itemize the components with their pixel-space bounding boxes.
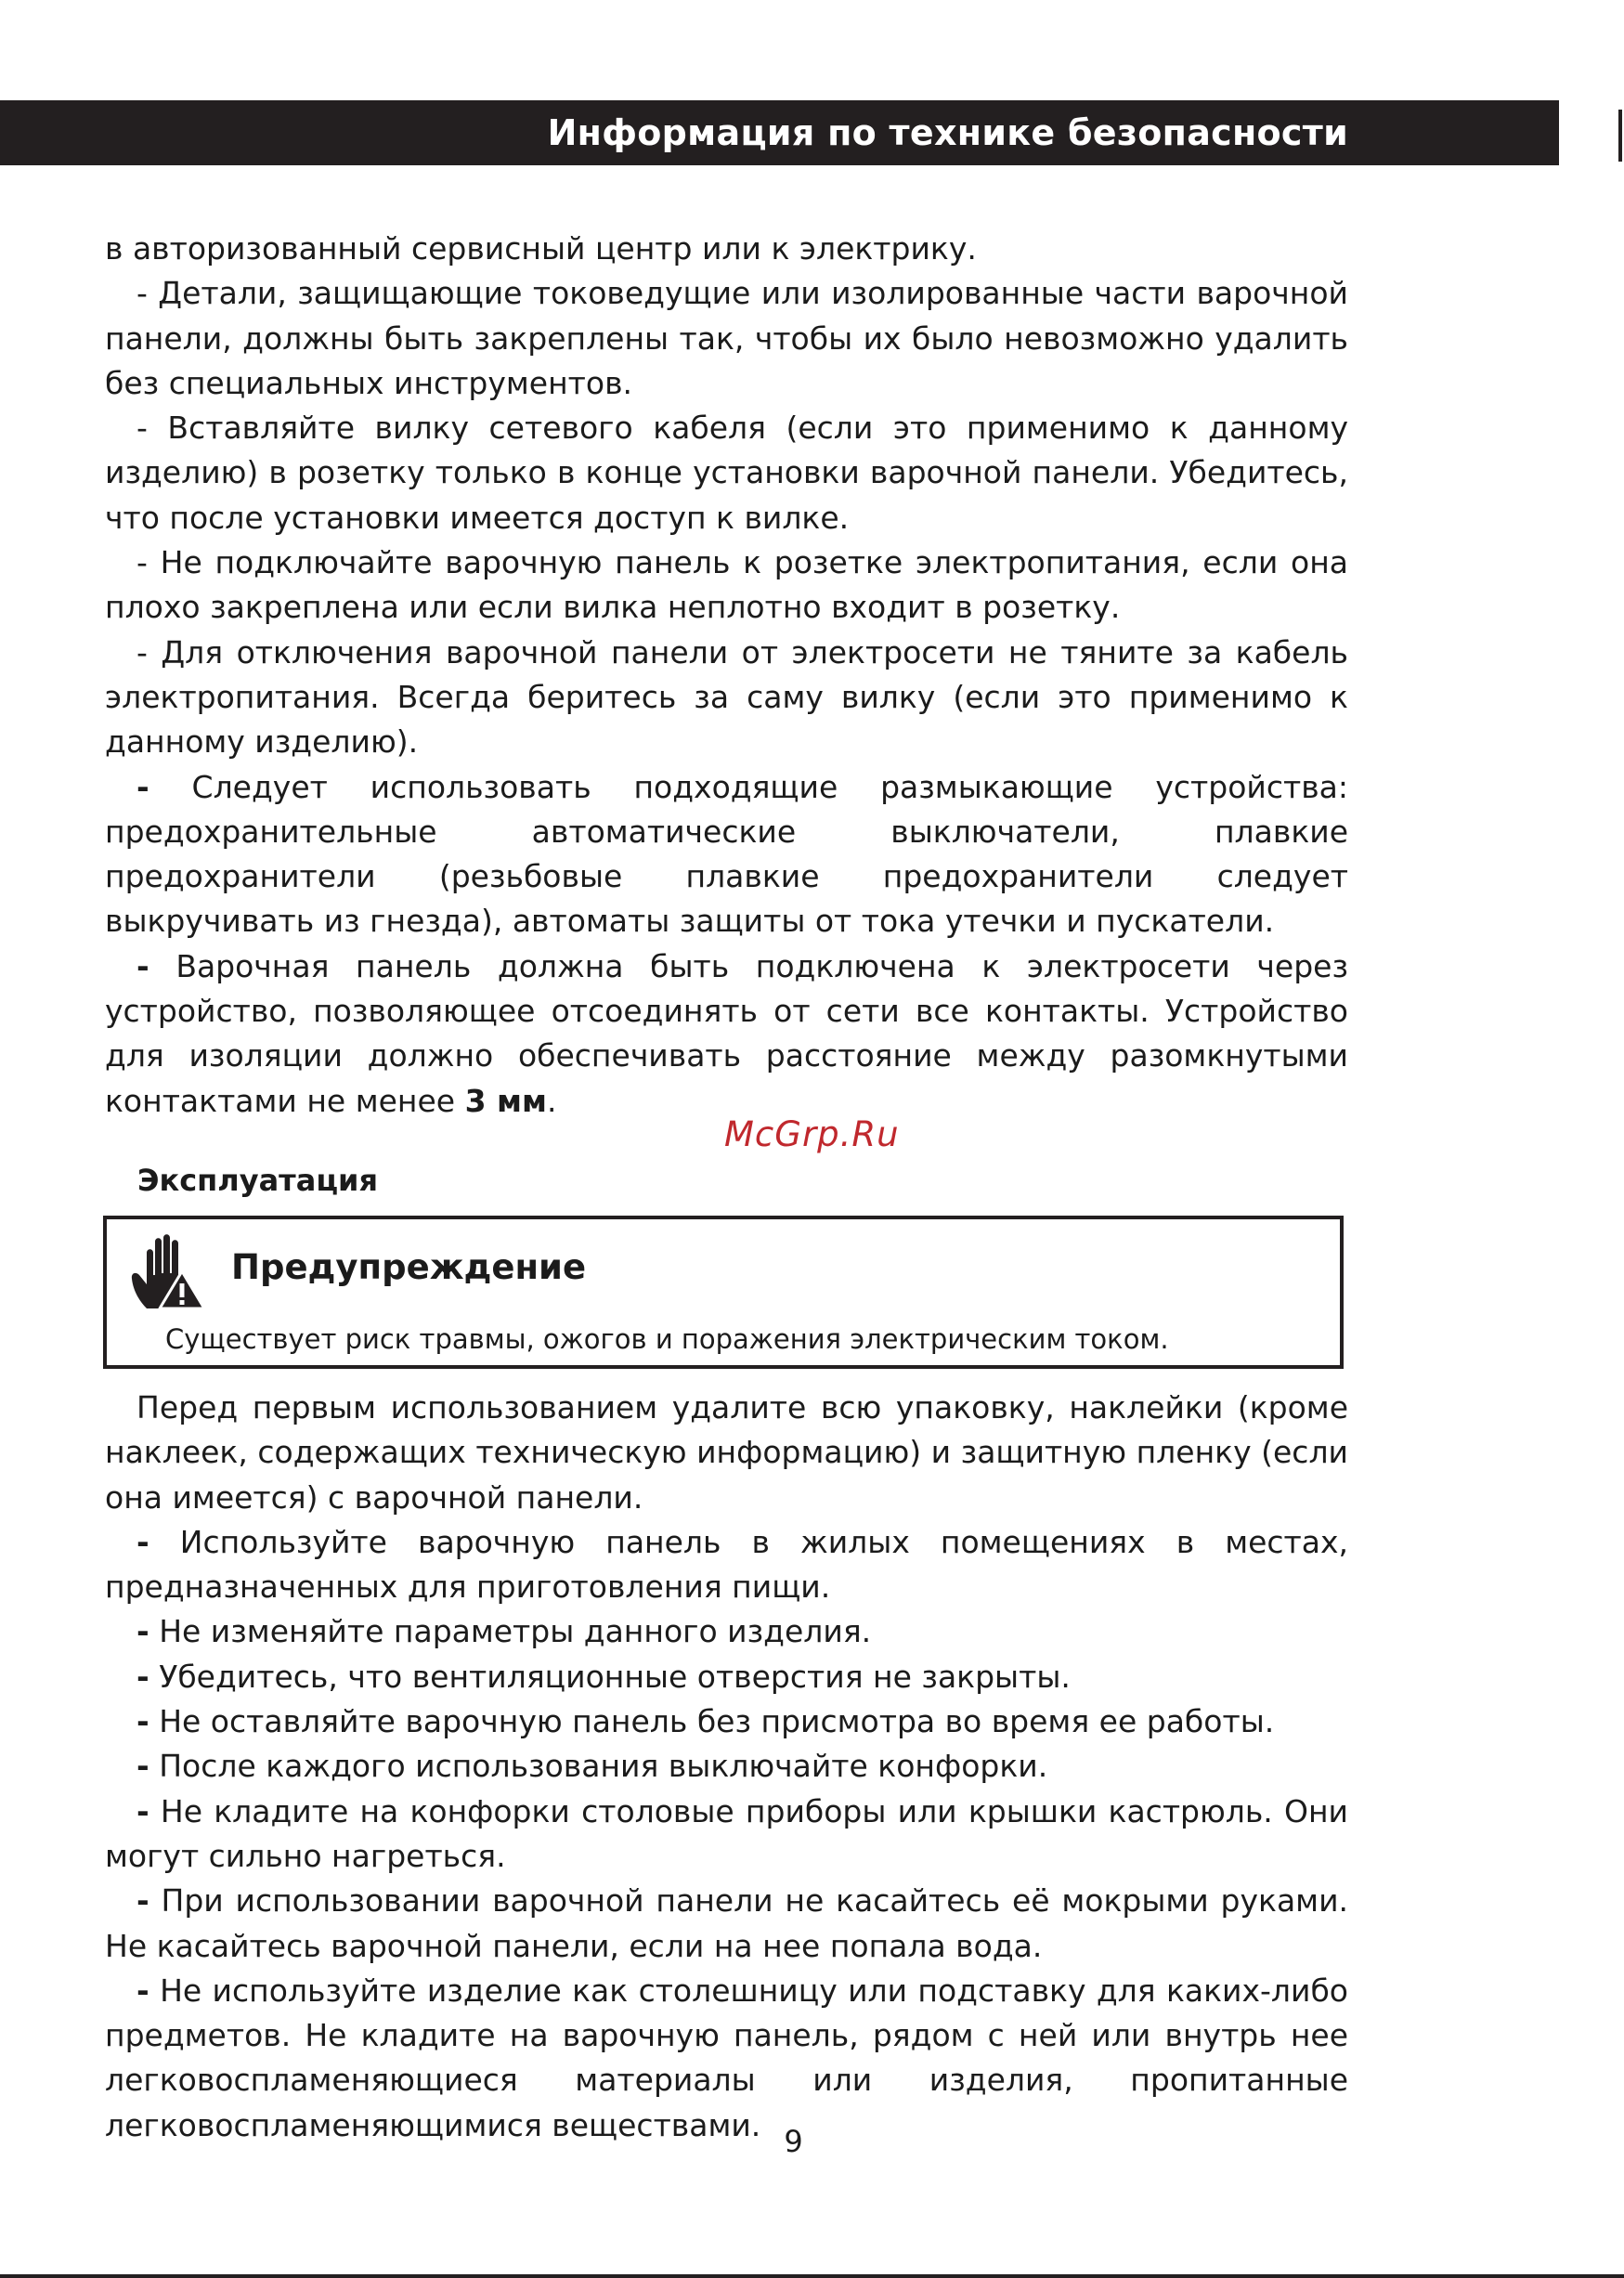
bullet-dash: -	[136, 1703, 149, 1740]
section-header-bar	[0, 100, 1559, 165]
bullet-dash: -	[136, 1523, 149, 1560]
hand-warning-icon	[130, 1234, 204, 1310]
paragraph-text: Убедитесь, что вентиляционные отверстия не закрыты.	[159, 1658, 1071, 1695]
paragraph	[105, 944, 1348, 1124]
bullet-dash: -	[136, 1658, 149, 1695]
bullet-dash: -	[136, 1882, 149, 1920]
paragraph	[105, 1879, 1348, 1969]
paragraph	[105, 1655, 1348, 1699]
bullet-dash: -	[136, 768, 149, 805]
paragraph	[105, 765, 1348, 944]
paragraph	[105, 1744, 1348, 1789]
paragraph-text: Следует использовать подходящие размыкающие устройства: предохранительные автоматические выключатели, плавкие предохранители (резьбовые плавкие предохранители следует выкручивать из гнезда), автоматы защиты от тока утечки и пускатели.	[105, 768, 1348, 940]
bullet-dash: -	[136, 1792, 149, 1829]
paragraph	[105, 1790, 1348, 1880]
section-heading: Эксплуатация	[137, 1163, 378, 1198]
paragraph-text: Не изменяйте параметры данного изделия.	[159, 1613, 872, 1650]
paragraph-text: Не оставляйте варочную панель без присмотра во время ее работы.	[159, 1703, 1275, 1740]
paragraph: - Не подключайте варочную панель к розетке электропитания, если она плохо закреплена или если вилка неплотно входит в розетку.	[105, 544, 1348, 626]
paragraph	[105, 1699, 1348, 1744]
watermark: McGrp.Ru	[724, 1114, 900, 1154]
paragraph: - Вставляйте вилку сетевого кабеля (если это применимо к данному изделию) в розетку только в конце установки варочной панели. Убедитесь, что после установки имеется доступ к вилке.	[105, 410, 1348, 536]
bullet-dash: -	[136, 947, 149, 984]
paragraph-text: При использовании варочной панели не касайтесь её мокрыми руками. Не касайтесь варочной панели, если на нее попала вода.	[105, 1882, 1349, 1964]
bullet-dash: -	[136, 1748, 149, 1785]
bullet-dash: -	[136, 1972, 149, 2009]
page-number: 9	[784, 2124, 803, 2159]
bullet-dash: -	[136, 1613, 149, 1650]
bottom-rule	[0, 2274, 1624, 2278]
paragraph: - Детали, защищающие токоведущие или изолированные части варочной панели, должны быть закреплены так, чтобы их было невозможно удалить без специальных инструментов.	[105, 275, 1348, 401]
paragraph	[105, 1609, 1348, 1654]
paragraph-text: После каждого использования выключайте конфорки.	[159, 1748, 1048, 1785]
paragraph: Перед первым использованием удалите всю упаковку, наклейки (кроме наклеек, содержащих техническую информацию) и защитную пленку (если она имеется) с варочной панели.	[105, 1389, 1348, 1516]
usage-text-block	[105, 1386, 1348, 2148]
warning-text: Существует риск травмы, ожогов и поражения электрическим током.	[165, 1323, 1169, 1355]
section-header-title: Информация по технике безопасности	[547, 112, 1348, 153]
warning-box	[103, 1216, 1344, 1369]
bold-value: 3 мм	[464, 1082, 548, 1119]
paragraph-tail: .	[547, 1082, 557, 1119]
intro-text-block	[105, 227, 1348, 1124]
page-edge-mark	[1618, 110, 1622, 162]
paragraph	[105, 1969, 1348, 2148]
paragraph-text: Не кладите на конфорки столовые приборы или крышки кастрюль. Они могут сильно нагреться.	[105, 1792, 1348, 1874]
paragraph: - Для отключения варочной панели от электросети не тяните за кабель электропитания. Всегда беритесь за саму вилку (если это применимо к данному изделию).	[105, 633, 1348, 761]
paragraph	[105, 1520, 1348, 1610]
paragraph: в авторизованный сервисный центр или к электрику.	[105, 230, 977, 267]
warning-title: Предупреждение	[231, 1247, 587, 1287]
paragraph-text: Не используйте изделие как столешницу или подставку для каких-либо предметов. Не кладите на варочную панель, рядом с ней или внутрь нее легковоспламеняющиеся материалы или изделия, пропитанные легковоспламеняющимися веществами.	[105, 1972, 1348, 2143]
paragraph-text: Варочная панель должна быть подключена к электросети через устройство, позволяющее отсоединять от сети все контакты. Устройство для изоляции должно обеспечивать расстояние между разомкнутыми контактами не менее	[105, 947, 1348, 1119]
paragraph-text: Используйте варочную панель в жилых помещениях в местах, предназначенных для приготовления пищи.	[105, 1523, 1349, 1606]
